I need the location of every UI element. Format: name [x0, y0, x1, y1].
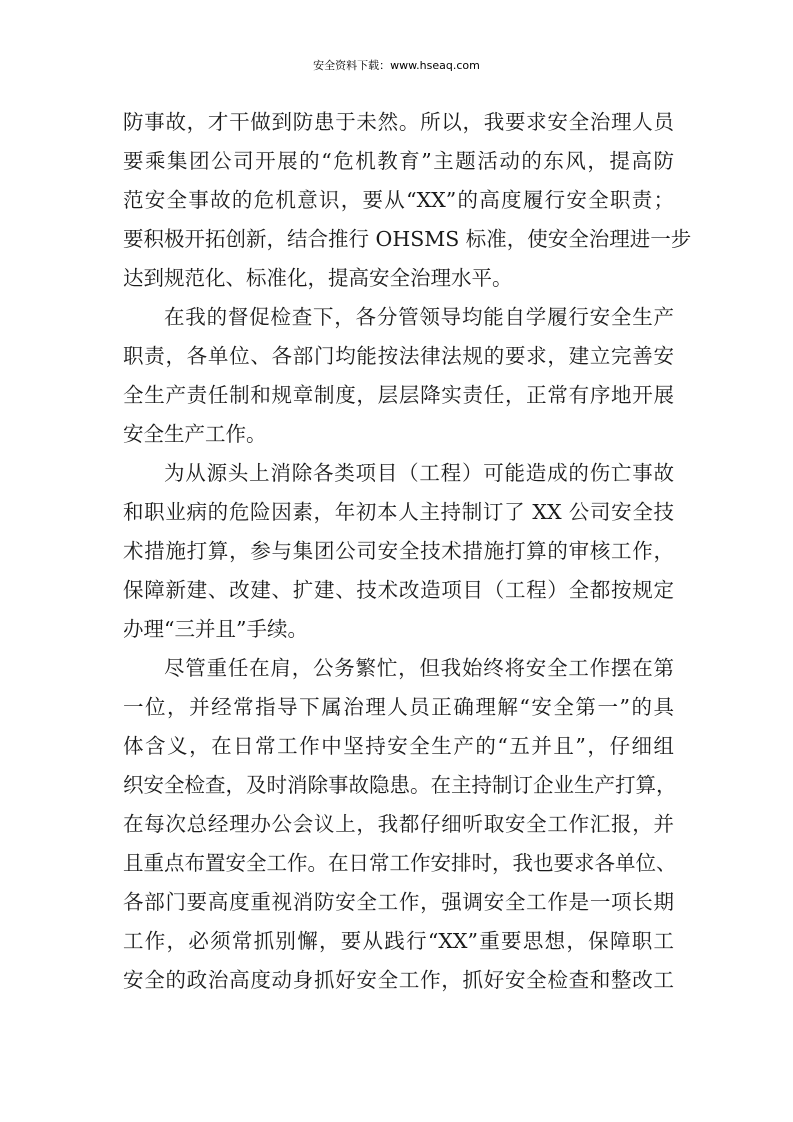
- paragraph-2: [123, 298, 674, 454]
- text-line: 在我的督促检查下，各分管领导均能自学履行安全生产: [164, 305, 674, 329]
- text-line: 在每次总经理办公会议上，我都仔细听取安全工作汇报，并: [123, 812, 674, 836]
- text-line: 防事故，才干做到防患于未然。所以，我要求安全治理人员: [123, 110, 674, 134]
- text-line: 全生产责任制和规章制度，层层降实责任，正常有序地开展: [123, 383, 674, 407]
- text-line: 尽管重任在肩，公务繁忙，但我始终将安全工作摆在第: [164, 656, 674, 680]
- text-line: 安全的政治高度动身抓好安全工作，抓好安全检查和整改工: [123, 968, 674, 992]
- text-line: 达到规范化、标准化，提高安全治理水平。: [123, 266, 513, 290]
- text-line: 要积极开拓创新，结合推行 OHSMS 标准，使安全治理进一步: [123, 227, 692, 251]
- paragraph-4: [123, 649, 677, 1000]
- text-line: 安全生产工作。: [123, 422, 267, 446]
- text-line: 职责，各单位、各部门均能按法律法规的要求，建立完善安: [123, 344, 674, 368]
- text-line: 织安全检查，及时消除事故隐患。在主持制订企业生产打算，: [123, 773, 677, 797]
- text-line: 体含义，在日常工作中坚持安全生产的“五并且”，仔细组: [123, 734, 674, 758]
- paragraph-1: [123, 103, 692, 298]
- text-line: 为从源头上消除各类项目（工程）可能造成的伤亡事故: [164, 461, 674, 485]
- page-header: 安全资料下载：www.hseaq.com: [313, 59, 480, 72]
- text-line: 各部门要高度重视消防安全工作，强调安全工作是一项长期: [123, 890, 674, 914]
- text-line: 要乘集团公司开展的“危机教育”主题活动的东风，提高防: [123, 149, 674, 173]
- text-line: 且重点布置安全工作。在日常工作安排时，我也要求各单位、: [123, 851, 677, 875]
- text-line: 办理“三并且”手续。: [123, 617, 308, 641]
- text-line: 一位，并经常指导下属治理人员正确理解“安全第一”的具: [123, 695, 674, 719]
- paragraph-3: [123, 454, 674, 649]
- text-line: 保障新建、改建、扩建、技术改造项目（工程）全都按规定: [123, 578, 674, 602]
- text-line: 范安全事故的危机意识，要从“XX”的高度履行安全职责；: [123, 188, 674, 212]
- document-body: [123, 103, 692, 1000]
- text-line: 和职业病的危险因素，年初本人主持制订了 XX 公司安全技: [123, 500, 674, 524]
- text-line: 术措施打算，参与集团公司安全技术措施打算的审核工作，: [123, 539, 674, 563]
- text-line: 工作，必须常抓别懈，要从践行“XX”重要思想，保障职工: [123, 929, 674, 953]
